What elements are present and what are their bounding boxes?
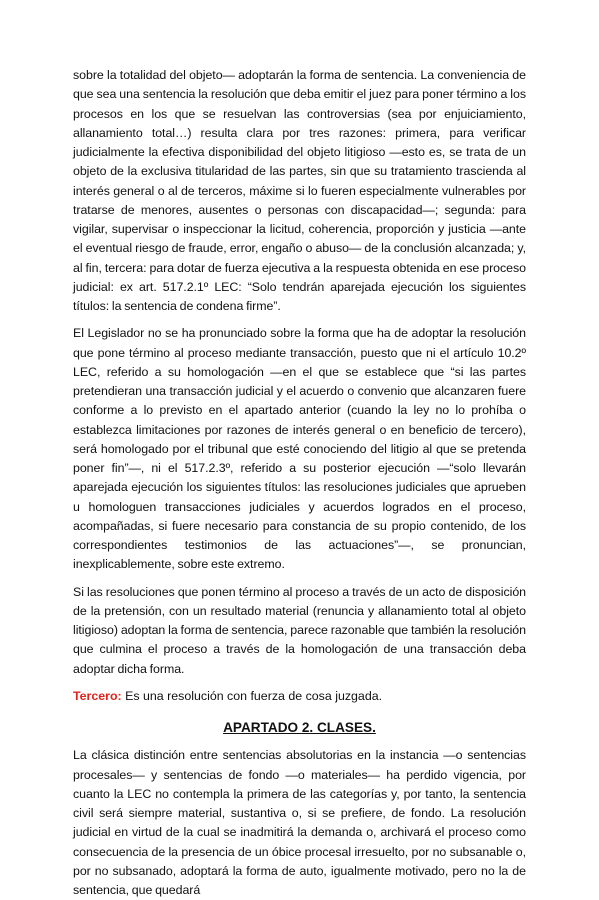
section-heading: APARTADO 2. CLASES. bbox=[223, 720, 376, 736]
paragraph-homologacion-forma: Si las resoluciones que ponen término al proceso a través de un acto de disposición de la pretensión, con un resultado material (renuncia y allanamiento total al objeto litigioso) adoptan la forma de sentencia, parece razonable que también la resolución que culmina el proceso a través de la homologación de una transacción deba adoptar dicha forma. bbox=[73, 584, 526, 676]
tercero-line bbox=[73, 687, 526, 706]
tercero-label: Tercero: bbox=[73, 688, 122, 703]
tercero-text: Es una resolución con fuerza de cosa juzgada. bbox=[121, 688, 383, 703]
document-body bbox=[73, 66, 526, 900]
paragraph-transaccion-legislador: El Legislador no se ha pronunciado sobre la forma que ha de adoptar la resolución que pone término al proceso mediante transacción, puesto que ni el artículo 10.2º LEC, referido a su homologación —en el que se establece que “si las partes pretendieran una transacción judicial y el acuerdo o convenio que alcanzaren fuere conforme a lo previsto en el apartado anterior (cuando la ley no lo prohíba o establezca limitaciones por razones de interés general o en beneficio de tercero), será homologado por el tribunal que esté conociendo del litigio al que se pretenda poner fin”—, ni el 517.2.3º, referido a su posterior ejecución —“solo llevarán aparejada ejecución los siguientes títulos: las resoluciones judiciales que aprueben u homologuen transacciones judiciales y acuerdos logrados en el proceso, acompañadas, si fuere necesario para constancia de su propio contenido, de los correspondientes testimonios de las actuaciones”—, se pronuncian, inexplicablemente, sobre este extremo. bbox=[73, 326, 526, 572]
paragraph-conveniencia-sentencia: sobre la totalidad del objeto— adoptarán la forma de sentencia. La conveniencia de que sea una sentencia la resolución que deba emitir el juez para poner término a los procesos en los que se resuelvan las controversias (sea por enjuiciamiento, allanamiento total…) resulta clara por tres razones: primera, para verificar judicialmente la efectiva disponibilidad del objeto litigioso —esto es, se trata de un objeto de la exclusiva titularidad de las partes, sin que su tratamiento trascienda al interés general o al de terceros, máxime si lo fueren especialmente vulnerables por tratarse de menores, ausentes o personas con discapacidad—; segunda: para vigilar, supervisar o inspeccionar la licitud, coherencia, proporción y justicia —ante el eventual riesgo de fraude, error, engaño o abuso— de la conclusión alcanzada; y, al fin, tercera: para dotar de fuerza ejecutiva a la respuesta obtenida en ese proceso judicial: ex art. 517.2.1º LEC: “Solo tendrán aparejada ejecución los siguientes títulos: la sentencia de condena firme”. bbox=[73, 68, 526, 313]
paragraph-clases-sentencias: La clásica distinción entre sentencias absolutorias en la instancia —o sentencias procesales— y sentencias de fondo —o materiales— ha perdido vigencia, por cuanto la LEC no contempla la primera de las categorías y, por tanto, la sentencia civil será siempre material, sustantiva o, si se prefiere, de fondo. La resolución judicial en virtud de la cual se inadmitirá la demanda o, archivará el proceso como consecuencia de la presencia de un óbice procesal irresuelto, por no subsanable o, por no subsanado, adoptará la forma de auto, igualmente motivado, pero no la de sentencia, que quedará bbox=[73, 748, 526, 898]
